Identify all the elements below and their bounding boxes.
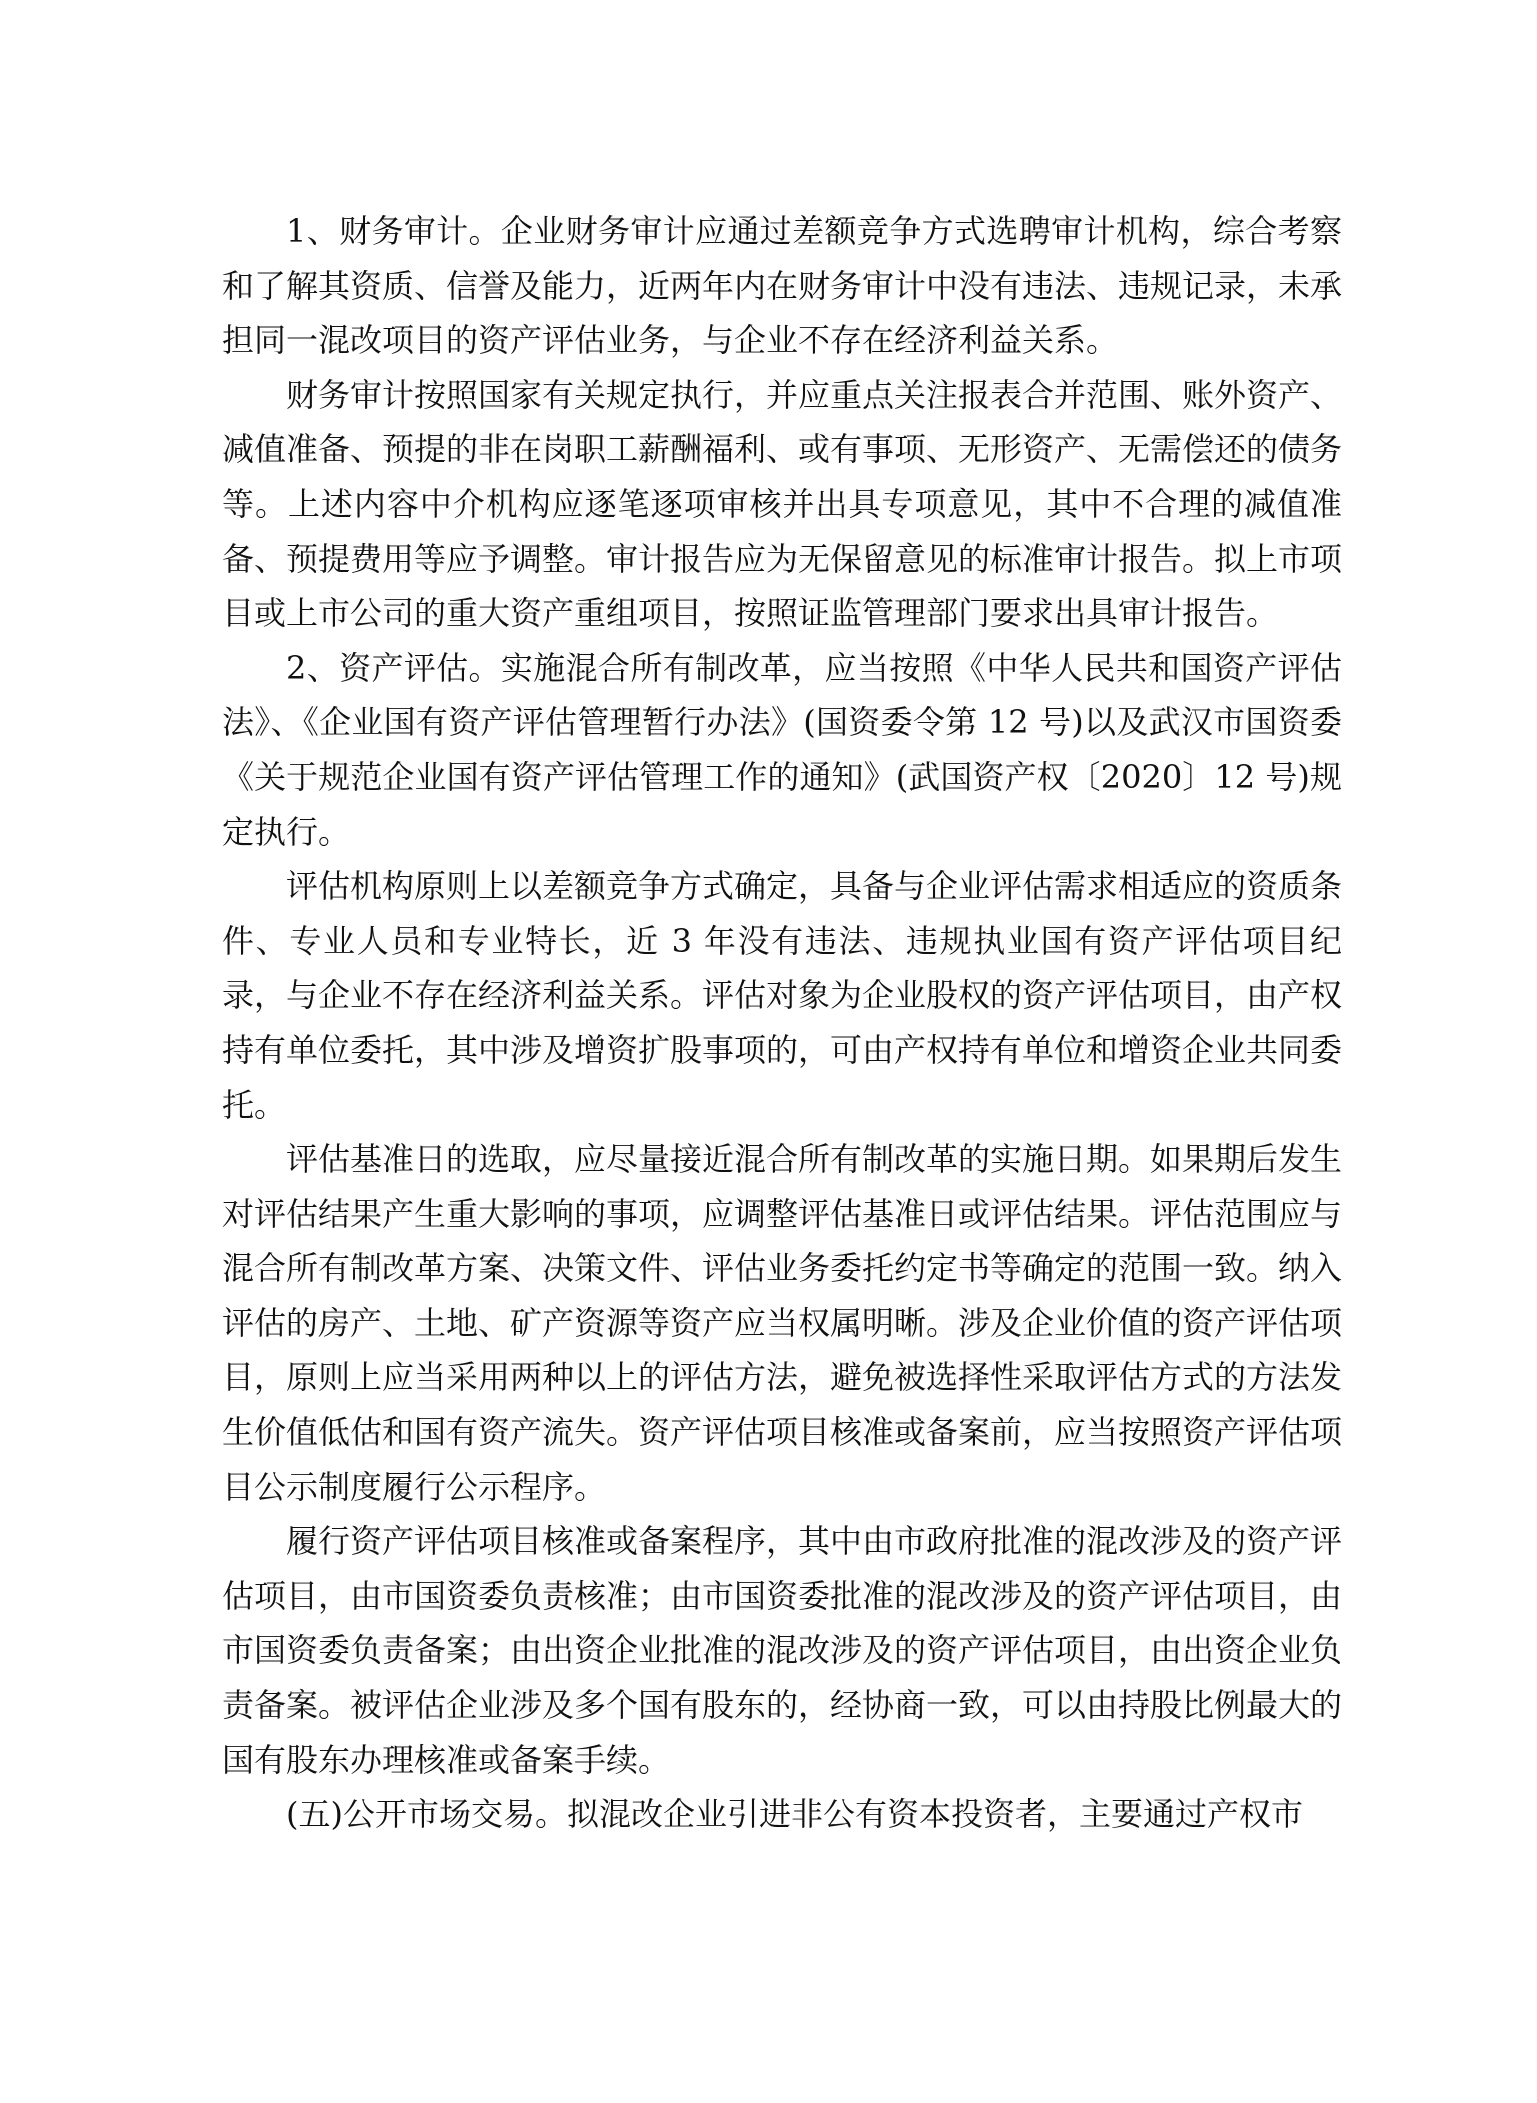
paragraph-financial-audit: 1、财务审计。企业财务审计应通过差额竞争方式选聘审计机构，综合考察和了解其资质、信誉及能力，近两年内在财务审计中没有违法、违规记录，未承担同一混改项目的资产评估业务，与企业不存在经济利益关系。: [222, 212, 1343, 360]
paragraph-audit-execution: 财务审计按照国家有关规定执行，并应重点关注报表合并范围、账外资产、减值准备、预提的非在岗职工薪酬福利、或有事项、无形资产、无需偿还的债务等。上述内容中介机构应逐笔逐项审核并出具专项意见，其中不合理的减值准备、预提费用等应予调整。审计报告应为无保留意见的标准审计报告。拟上市项目或上市公司的重大资产重组项目，按照证监管理部门要求出具审计报告。: [222, 375, 1343, 633]
paragraph-evaluation-institution: 评估机构原则上以差额竞争方式确定，具备与企业评估需求相适应的资质条件、专业人员和专业特长，近 3 年没有违法、违规执业国有资产评估项目纪录，与企业不存在经济利益关系。评估对象为企业股权的资产评估项目，由产权持有单位委托，其中涉及增资扩股事项的，可由产权持有单位和增资企业共同委托。: [222, 867, 1343, 1124]
paragraph-open-market-trading: (五)公开市场交易。拟混改企业引进非公有资本投资者，主要通过产权市: [286, 1795, 1303, 1834]
document-body: [222, 204, 1342, 1842]
paragraph-evaluation-base-date: 评估基准日的选取，应尽量接近混合所有制改革的实施日期。如果期后发生对评估结果产生重大影响的事项，应调整评估基准日或评估结果。评估范围应与混合所有制改革方案、决策文件、评估业务委托约定书等确定的范围一致。纳入评估的房产、土地、矿产资源等资产应当权属明晰。涉及企业价值的资产评估项目，原则上应当采用两种以上的评估方法，避免被选择性采取评估方式的方法发生价值低估和国有资产流失。资产评估项目核准或备案前，应当按照资产评估项目公示制度履行公示程序。: [222, 1140, 1343, 1506]
paragraph-asset-evaluation: 2、资产评估。实施混合所有制改革，应当按照《中华人民共和国资产评估法》、《企业国有资产评估管理暂行办法》(国资委令第 12 号)以及武汉市国资委《关于规范企业国有资产评估管理工作的通知》(武国资产权〔2020〕12 号)规定执行。: [222, 648, 1342, 851]
paragraph-approval-filing: 履行资产评估项目核准或备案程序，其中由市政府批准的混改涉及的资产评估项目，由市国资委负责核准；由市国资委批准的混改涉及的资产评估项目，由市国资委负责备案；由出资企业批准的混改涉及的资产评估项目，由出资企业负责备案。被评估企业涉及多个国有股东的，经协商一致，可以由持股比例最大的国有股东办理核准或备案手续。: [222, 1522, 1343, 1779]
